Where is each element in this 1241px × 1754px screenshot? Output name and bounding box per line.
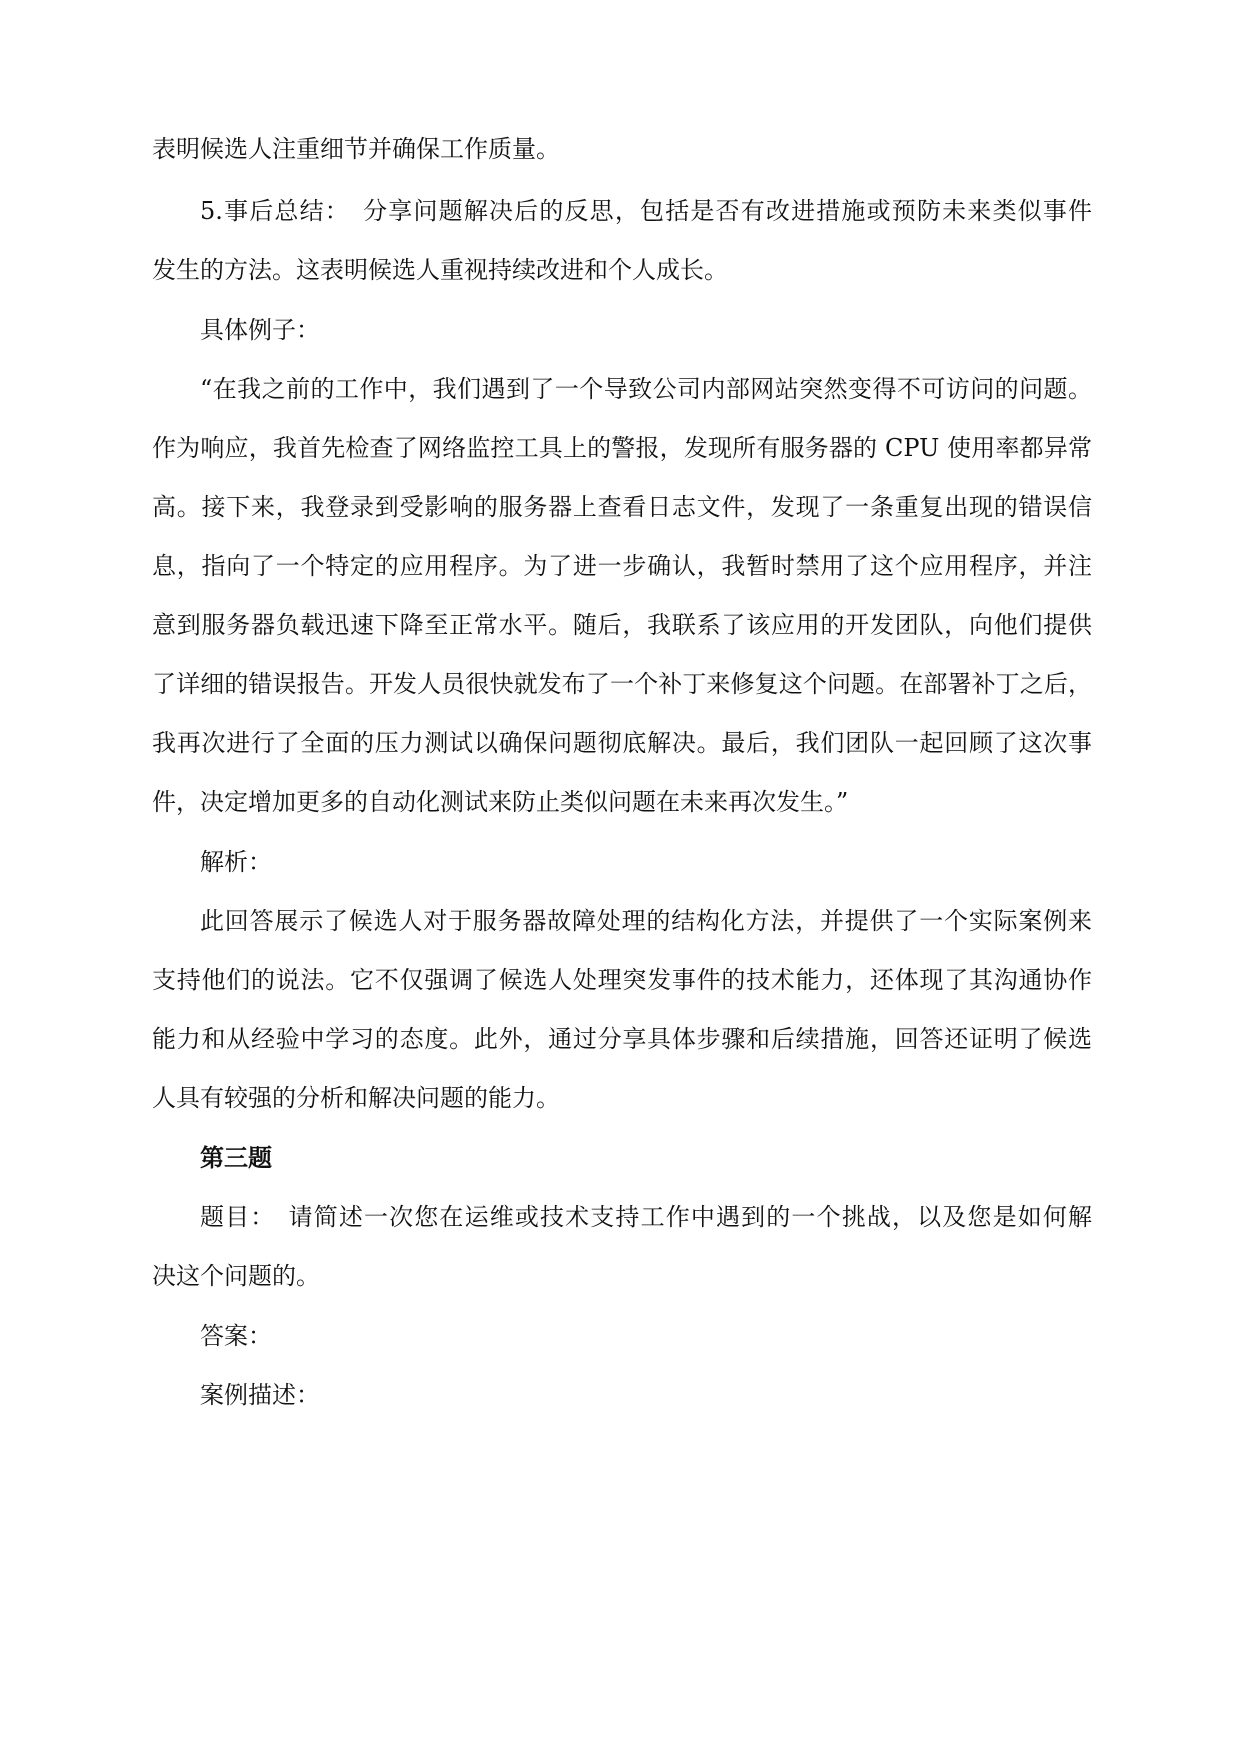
analysis-line: 能力和从经验中学习的态度。此外，通过分享具体步骤和后续措施，回答还证明了候选 bbox=[152, 1025, 1092, 1053]
case-description-label: 案例描述： bbox=[200, 1381, 320, 1409]
section-heading: 第三题 bbox=[200, 1143, 272, 1172]
quote-line: 我再次进行了全面的压力测试以确保问题彻底解决。最后，我们团队一起回顾了这次事 bbox=[152, 729, 1092, 757]
quote-line: “在我之前的工作中，我们遇到了一个导致公司内部网站突然变得不可访问的问题。 bbox=[200, 375, 1092, 403]
analysis-line: 此回答展示了候选人对于服务器故障处理的结构化方法，并提供了一个实际案例来 bbox=[200, 907, 1092, 935]
answer-label: 答案： bbox=[200, 1322, 272, 1350]
paragraph-line: 表明候选人注重细节并确保工作质量。 bbox=[152, 135, 560, 163]
quote-line: 高。接下来，我登录到受影响的服务器上查看日志文件，发现了一条重复出现的错误信 bbox=[152, 493, 1092, 521]
quote-line: 息，指向了一个特定的应用程序。为了进一步确认，我暂时禁用了这个应用程序，并注 bbox=[152, 552, 1092, 580]
example-label: 具体例子： bbox=[200, 316, 320, 344]
analysis-line: 人具有较强的分析和解决问题的能力。 bbox=[152, 1084, 560, 1112]
question-line: 题目： 请简述一次您在运维或技术支持工作中遇到的一个挑战，以及您是如何解 bbox=[200, 1203, 1092, 1231]
quote-line: 作为响应，我首先检查了网络监控工具上的警报，发现所有服务器的 CPU 使用率都异常 bbox=[152, 434, 1092, 462]
paragraph-line: 发生的方法。这表明候选人重视持续改进和个人成长。 bbox=[152, 256, 728, 284]
analysis-line: 支持他们的说法。它不仅强调了候选人处理突发事件的技术能力，还体现了其沟通协作 bbox=[152, 966, 1092, 994]
quote-line: 了详细的错误报告。开发人员很快就发布了一个补丁来修复这个问题。在部署补丁之后， bbox=[152, 670, 1092, 698]
analysis-label: 解析： bbox=[200, 848, 272, 876]
quote-line: 意到服务器负载迅速下降至正常水平。随后，我联系了该应用的开发团队，向他们提供 bbox=[152, 611, 1092, 639]
quote-line: 件，决定增加更多的自动化测试来防止类似问题在未来再次发生。” bbox=[152, 788, 849, 816]
question-line: 决这个问题的。 bbox=[152, 1262, 320, 1290]
summary-point-5-line: 5.事后总结： 分享问题解决后的反思，包括是否有改进措施或预防未来类似事件 bbox=[200, 197, 1092, 225]
